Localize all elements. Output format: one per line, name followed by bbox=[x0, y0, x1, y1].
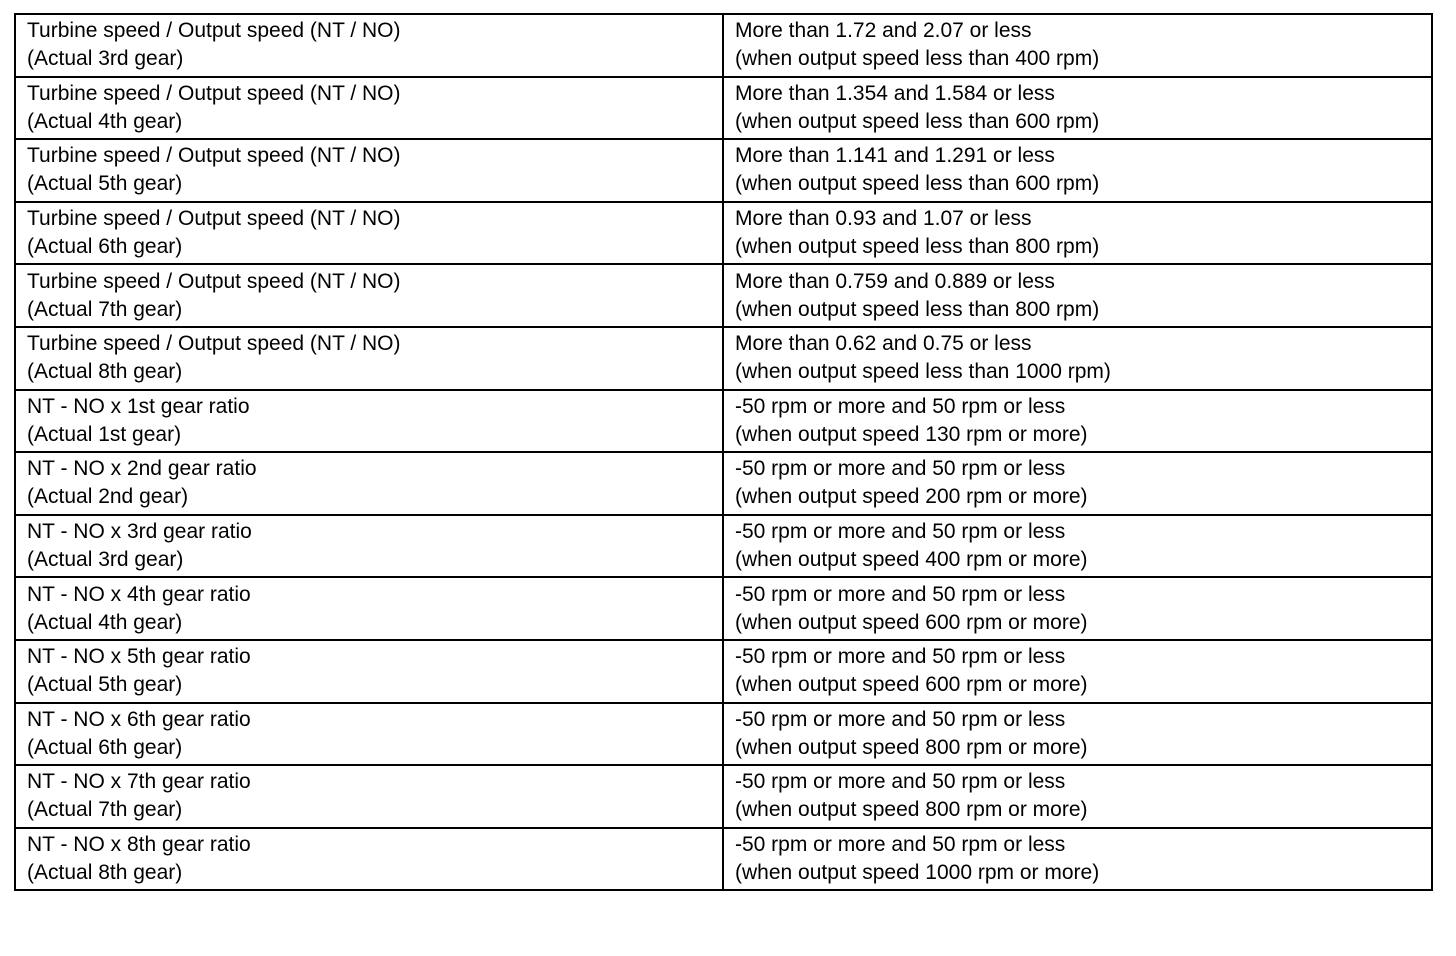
condition-line: More than 1.354 and 1.584 or less bbox=[735, 81, 1055, 105]
condition-cell bbox=[723, 14, 1432, 77]
item-cell bbox=[15, 390, 723, 453]
item-line: NT - NO x 3rd gear ratio bbox=[27, 520, 252, 544]
item-line: NT - NO x 8th gear ratio bbox=[27, 833, 251, 857]
item-line: NT - NO x 7th gear ratio bbox=[27, 770, 251, 794]
item-subline: (Actual 4th gear) bbox=[27, 109, 183, 133]
item-subline: (Actual 1st gear) bbox=[27, 422, 182, 446]
condition-subline: (when output speed less than 800 rpm) bbox=[735, 235, 1100, 259]
condition-subline: (when output speed less than 400 rpm) bbox=[735, 47, 1100, 71]
table-row bbox=[15, 264, 1432, 327]
table-row bbox=[15, 577, 1432, 640]
condition-cell bbox=[723, 703, 1432, 766]
item-cell bbox=[15, 264, 723, 327]
condition-line: -50 rpm or more and 50 rpm or less bbox=[735, 457, 1066, 481]
item-cell bbox=[15, 515, 723, 578]
condition-line: More than 0.93 and 1.07 or less bbox=[735, 207, 1032, 231]
table-row bbox=[15, 640, 1432, 703]
item-subline: (Actual 7th gear) bbox=[27, 798, 183, 822]
condition-cell bbox=[723, 202, 1432, 265]
item-subline: (Actual 3rd gear) bbox=[27, 548, 184, 572]
condition-line: -50 rpm or more and 50 rpm or less bbox=[735, 770, 1066, 794]
condition-cell bbox=[723, 264, 1432, 327]
condition-subline: (when output speed less than 800 rpm) bbox=[735, 297, 1100, 321]
table-row bbox=[15, 452, 1432, 515]
item-subline: (Actual 2nd gear) bbox=[27, 485, 189, 509]
item-cell bbox=[15, 139, 723, 202]
table-row bbox=[15, 828, 1432, 891]
table-row bbox=[15, 327, 1432, 390]
condition-subline: (when output speed 400 rpm or more) bbox=[735, 548, 1088, 572]
condition-cell bbox=[723, 139, 1432, 202]
item-cell bbox=[15, 703, 723, 766]
condition-cell bbox=[723, 390, 1432, 453]
condition-subline: (when output speed 130 rpm or more) bbox=[735, 422, 1088, 446]
condition-cell bbox=[723, 640, 1432, 703]
item-subline: (Actual 6th gear) bbox=[27, 235, 183, 259]
item-subline: (Actual 4th gear) bbox=[27, 610, 183, 634]
item-cell bbox=[15, 14, 723, 77]
condition-subline: (when output speed less than 600 rpm) bbox=[735, 109, 1100, 133]
condition-line: -50 rpm or more and 50 rpm or less bbox=[735, 582, 1066, 606]
spec-table-body bbox=[15, 14, 1432, 890]
item-cell bbox=[15, 640, 723, 703]
item-cell bbox=[15, 577, 723, 640]
item-subline: (Actual 8th gear) bbox=[27, 360, 183, 384]
item-subline: (Actual 7th gear) bbox=[27, 297, 183, 321]
item-cell bbox=[15, 202, 723, 265]
item-line: Turbine speed / Output speed (NT / NO) bbox=[27, 19, 401, 43]
condition-cell bbox=[723, 515, 1432, 578]
item-cell bbox=[15, 452, 723, 515]
item-subline: (Actual 5th gear) bbox=[27, 673, 183, 697]
condition-cell bbox=[723, 452, 1432, 515]
condition-cell bbox=[723, 577, 1432, 640]
condition-subline: (when output speed 600 rpm or more) bbox=[735, 673, 1088, 697]
item-line: NT - NO x 5th gear ratio bbox=[27, 645, 251, 669]
item-line: NT - NO x 1st gear ratio bbox=[27, 394, 250, 418]
condition-subline: (when output speed 200 rpm or more) bbox=[735, 485, 1088, 509]
item-line: Turbine speed / Output speed (NT / NO) bbox=[27, 81, 401, 105]
gear-ratio-spec-table bbox=[14, 13, 1433, 891]
item-line: Turbine speed / Output speed (NT / NO) bbox=[27, 207, 401, 231]
table-row bbox=[15, 515, 1432, 578]
condition-line: More than 0.62 and 0.75 or less bbox=[735, 332, 1032, 356]
condition-subline: (when output speed less than 600 rpm) bbox=[735, 172, 1100, 196]
condition-line: -50 rpm or more and 50 rpm or less bbox=[735, 520, 1066, 544]
item-line: NT - NO x 4th gear ratio bbox=[27, 582, 251, 606]
table-row bbox=[15, 139, 1432, 202]
condition-cell bbox=[723, 828, 1432, 891]
condition-subline: (when output speed less than 1000 rpm) bbox=[735, 360, 1111, 384]
condition-line: More than 0.759 and 0.889 or less bbox=[735, 269, 1055, 293]
condition-line: -50 rpm or more and 50 rpm or less bbox=[735, 707, 1066, 731]
condition-line: -50 rpm or more and 50 rpm or less bbox=[735, 394, 1066, 418]
table-row bbox=[15, 703, 1432, 766]
item-line: NT - NO x 6th gear ratio bbox=[27, 707, 251, 731]
condition-line: More than 1.72 and 2.07 or less bbox=[735, 19, 1032, 43]
table-row bbox=[15, 77, 1432, 140]
item-line: NT - NO x 2nd gear ratio bbox=[27, 457, 257, 481]
item-cell bbox=[15, 828, 723, 891]
condition-subline: (when output speed 800 rpm or more) bbox=[735, 735, 1088, 759]
item-line: Turbine speed / Output speed (NT / NO) bbox=[27, 144, 401, 168]
item-subline: (Actual 5th gear) bbox=[27, 172, 183, 196]
item-cell bbox=[15, 77, 723, 140]
table-row bbox=[15, 765, 1432, 828]
condition-line: -50 rpm or more and 50 rpm or less bbox=[735, 645, 1066, 669]
condition-line: -50 rpm or more and 50 rpm or less bbox=[735, 833, 1066, 857]
table-row bbox=[15, 390, 1432, 453]
condition-cell bbox=[723, 765, 1432, 828]
item-cell bbox=[15, 327, 723, 390]
condition-cell bbox=[723, 77, 1432, 140]
table-row bbox=[15, 202, 1432, 265]
condition-subline: (when output speed 600 rpm or more) bbox=[735, 610, 1088, 634]
item-subline: (Actual 3rd gear) bbox=[27, 47, 184, 71]
item-cell bbox=[15, 765, 723, 828]
item-subline: (Actual 6th gear) bbox=[27, 735, 183, 759]
condition-subline: (when output speed 800 rpm or more) bbox=[735, 798, 1088, 822]
item-line: Turbine speed / Output speed (NT / NO) bbox=[27, 332, 401, 356]
condition-subline: (when output speed 1000 rpm or more) bbox=[735, 861, 1100, 885]
item-subline: (Actual 8th gear) bbox=[27, 861, 183, 885]
condition-line: More than 1.141 and 1.291 or less bbox=[735, 144, 1055, 168]
condition-cell bbox=[723, 327, 1432, 390]
table-row bbox=[15, 14, 1432, 77]
item-line: Turbine speed / Output speed (NT / NO) bbox=[27, 269, 401, 293]
